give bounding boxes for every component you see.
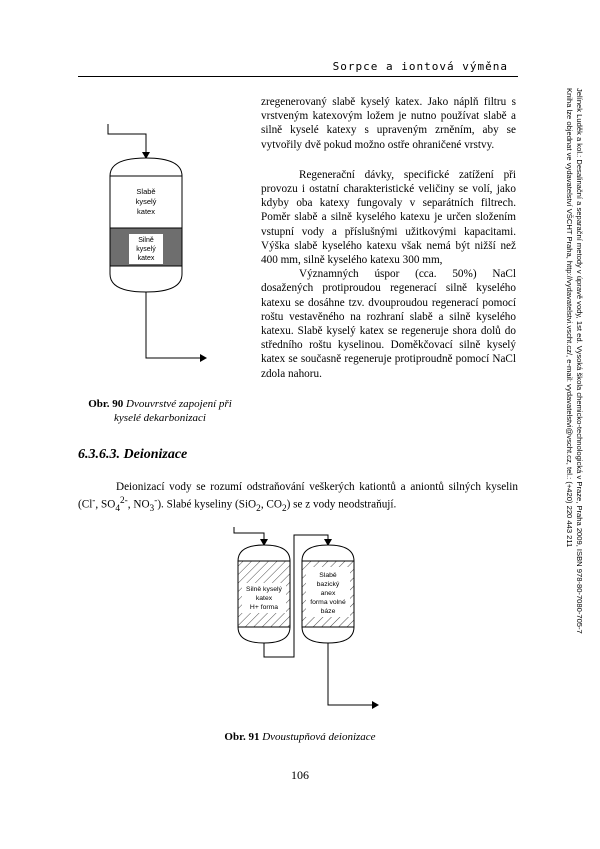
figure-90-caption-text: Dvouvrstvé zapojení při: [126, 398, 232, 410]
outlet-pipe: [146, 292, 206, 358]
paragraph-2: Regenerační dávky, specifické zatížení při provozu i ostatní charakteristické veličiny se volí, jako kdyby oba katexy fungovaly v separátních filtrech. Poměr slabě a silně kyselého katexu je určen složením vstupní vody a příslušnými užitkovými kapacitami. Výška slabě kyselého katexu však nemá být nižší než 400 mm, silně kyselého katexu 300 mm,: [261, 168, 516, 267]
deion-sub-2: 3: [149, 504, 155, 515]
header-rule: [78, 76, 518, 77]
lower-label-3: katex: [137, 255, 155, 262]
left-label-2: katex: [255, 595, 273, 602]
side-copyright-note: [556, 88, 584, 788]
outlet-arrow-91: [372, 701, 379, 709]
right-label-3: anex: [320, 590, 336, 597]
deion-sup-2: 2-: [119, 496, 128, 507]
left-label-3: H+ forma: [249, 604, 279, 611]
section-title: Deionizace: [123, 447, 188, 462]
deion-sub-3: 2: [256, 504, 261, 515]
figure-90-caption-text-2: kyselé dekarbonizaci: [114, 412, 206, 424]
deion-sub-4: 2: [281, 504, 287, 515]
inlet-pipe-91: [234, 527, 264, 545]
section-heading: [78, 447, 187, 463]
right-label-1: Slabě: [319, 572, 337, 579]
figure-91-caption: [0, 730, 600, 744]
deion-sep-1: , SO: [95, 498, 116, 511]
deion-sep-3: , CO: [260, 498, 282, 511]
inlet-pipe: [108, 124, 146, 158]
section-number: 6.3.6.3.: [78, 447, 120, 462]
running-header-title: Sorpce a iontová výměna: [332, 60, 508, 73]
side-note-line-2: Kniha lze objednat ve vydavatelství VŠCHT Praha, http://vydavatelstvi.vscht.cz/, e-mail: vydavatelstvi@vscht.cz, tel.: (+420) 220 443 211: [565, 88, 574, 548]
right-column-text: [261, 95, 516, 381]
figure-91-diagram: [228, 525, 448, 725]
figure-90-caption: [70, 397, 250, 425]
deion-sup-1: -: [92, 496, 96, 507]
figure-90-diagram: [96, 118, 236, 388]
right-label-2: bazický: [316, 581, 340, 588]
right-label-4: forma volné: [310, 599, 346, 606]
outlet-pipe-91: [328, 643, 378, 705]
deionization-paragraph: [78, 480, 518, 516]
paragraph-1: zregenerovaný slabě kyselý katex. Jako náplň filtru s vrstveným katexovým ložem je nutno používat slabě a silně kyselé katexy s upraveným zrněním, aby se vytvořily dvě pokud možno ostře ohraničené vrstvy.: [261, 96, 516, 151]
lower-label-2: kyselý: [136, 246, 156, 253]
figure-91-caption-label: Obr. 91: [224, 731, 260, 743]
deion-sup-3: -: [154, 496, 158, 507]
upper-label-3: katex: [137, 207, 155, 216]
paragraph-3: Významných úspor (cca. 50%) NaCl dosažených protiproudou regenerací silně kyselého katexu se dosáhne tzv. dvouproudou regenerací pomocí roštu vestavěného na rozhraní slabě a silně kyselého katexu. Slabě kyselý katex se regeneruje shora dolů do středního roštu kyselinou. Doměkčovací silně kyselý katex se současně regeneruje protiproudně pomocí NaCl zdola nahoru.: [261, 268, 516, 380]
right-label-5: báze: [320, 608, 336, 615]
upper-label-2: kyselý: [135, 197, 157, 206]
deion-text-3: ) se z vody neodstraňují.: [286, 498, 397, 511]
figure-91-caption-text: Dvoustupňová deionizace: [262, 731, 376, 743]
page-number: 106: [291, 768, 309, 782]
deion-text-2: ). Slabé kyseliny (SiO: [157, 498, 257, 511]
deion-sub-1: 4: [115, 504, 120, 515]
deion-text-1: Deionizací vody se rozumí odstraňování veškerých kationtů a aniontů silných kyselin (Cl: [78, 481, 518, 511]
outlet-arrow: [200, 354, 207, 362]
figure-90-caption-label: Obr. 90: [88, 398, 124, 410]
deion-sep-2: , NO: [127, 498, 150, 511]
side-note-line-1: Jelínek Luděk a kol.: Desalinační a separační metody v úpravě vody, 1st ed. Vysoká škola chemicko-technologická v Praze, Praha 2009, ISBN 978-80-7080-705-7: [575, 88, 584, 634]
left-label-1: Silně kyselý: [246, 586, 282, 593]
lower-label-1: Silně: [138, 237, 154, 244]
upper-label-1: Slabě: [136, 187, 156, 196]
